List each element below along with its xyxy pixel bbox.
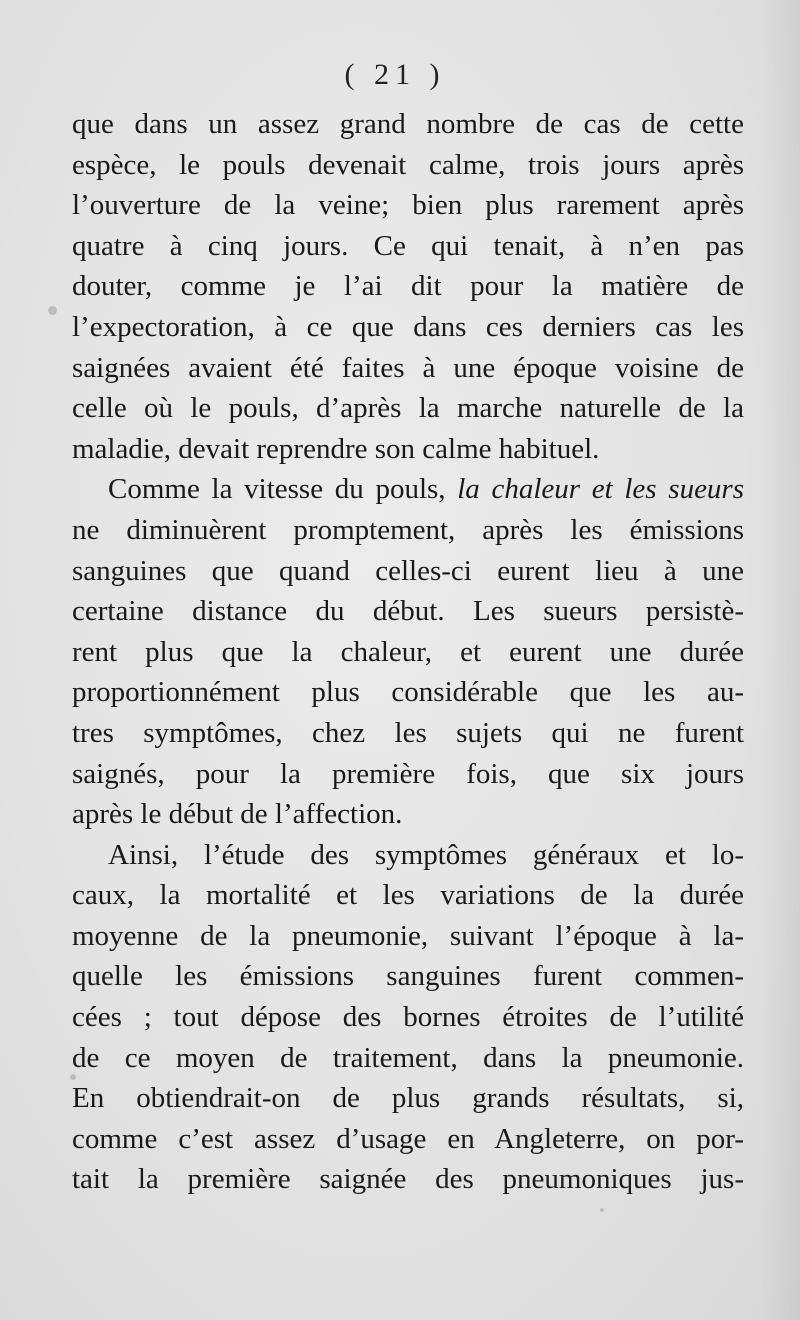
text-line: celle où le pouls, d’après la marche naturelle de la [72, 392, 744, 425]
text-line: quelle les émissions sanguines furent commen- [72, 960, 744, 993]
text-line: espèce, le pouls devenait calme, trois jours après [72, 148, 744, 181]
body-text [72, 104, 744, 1200]
text-line: cées ; tout dépose des bornes étroites de l’utilité [72, 1001, 744, 1034]
paper-speck [600, 1208, 604, 1212]
page-number: ( 21 ) [344, 58, 446, 91]
text-line: proportionnément plus considérable que les au- [72, 676, 744, 709]
text-line: certaine distance du début. Les sueurs persistè- [72, 595, 744, 628]
text-line: que dans un assez grand nombre de cas de cette [72, 108, 744, 140]
text-line: comme c’est assez d’usage en Angleterre, on por- [72, 1122, 744, 1155]
text-line: maladie, devait reprendre son calme habituel. [72, 432, 600, 465]
paragraph-2-first-line [72, 469, 744, 510]
text-line: moyenne de la pneumonie, suivant l’époque à la- [72, 919, 744, 952]
text-line: caux, la mortalité et les variations de la durée [72, 879, 744, 912]
text-line: rent plus que la chaleur, et eurent une durée [72, 635, 744, 668]
text-line: tres symptômes, chez les sujets qui ne furent [72, 716, 744, 749]
text-line: En obtiendrait-on de plus grands résultats, si, [72, 1082, 744, 1115]
text-line: l’expectoration, à ce que dans ces derniers cas les [72, 310, 744, 343]
text-line: l’ouverture de la veine; bien plus rarement après [72, 189, 744, 222]
text-line: sanguines que quand celles-ci eurent lieu à une [72, 554, 744, 587]
paper-speck [48, 306, 57, 315]
text-line: tait la première saignée des pneumoniques jus- [72, 1163, 744, 1196]
text-line: douter, comme je l’ai dit pour la matière de [72, 270, 744, 303]
text-line: après le début de l’affection. [72, 798, 403, 831]
text-italic: la chaleur et les sueurs [457, 473, 745, 506]
text-roman: Comme la vitesse du pouls, [108, 473, 458, 506]
text-line: quatre à cinq jours. Ce qui tenait, à n’en pas [72, 229, 744, 262]
text-line: ne diminuèrent promptement, après les émissions [72, 513, 744, 546]
text-line: de ce moyen de traitement, dans la pneumonie. [72, 1041, 744, 1074]
text-line: Ainsi, l’étude des symptômes généraux et lo- [108, 838, 744, 871]
text-line: saignés, pour la première fois, que six jours [72, 757, 744, 790]
text-line: saignées avaient été faites à une époque voisine de [72, 351, 744, 384]
page-edge-shadow [760, 0, 800, 1320]
